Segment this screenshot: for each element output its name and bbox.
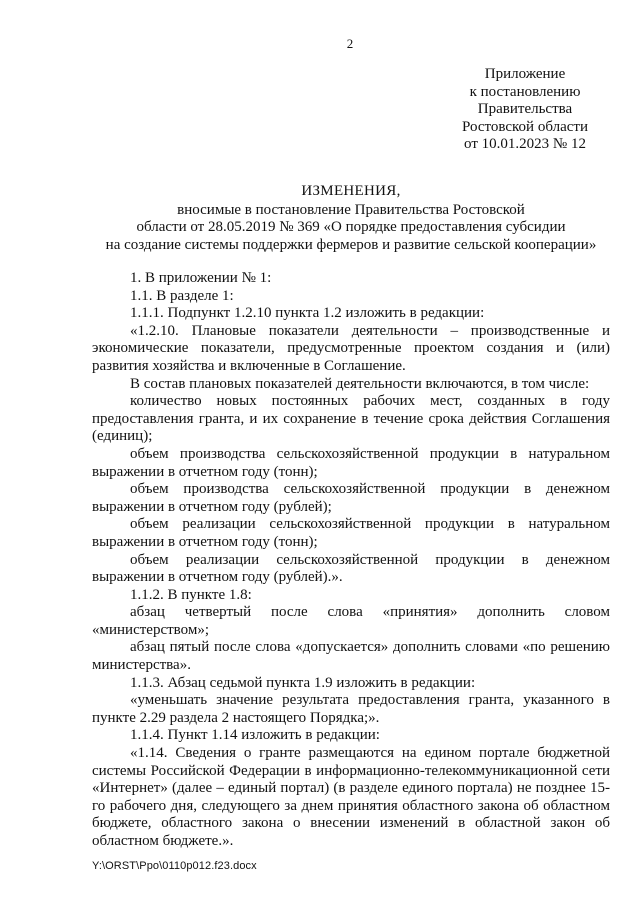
paragraph: 1.1.2. В пункте 1.8:	[130, 586, 252, 603]
paragraph: 1.1.4. Пункт 1.14 изложить в редакции:	[130, 727, 380, 744]
appendix-line: Ростовской области	[462, 118, 588, 135]
document-body	[92, 270, 610, 851]
appendix-line: Правительства	[477, 101, 573, 117]
title-line: на создание системы поддержки фермеров и развитие сельской кооперации»	[105, 236, 597, 253]
paragraph: объем производства сельскохозяйственной продукции в денежном выражении в отчетном году (рублей);	[92, 481, 610, 515]
appendix-block	[430, 66, 620, 154]
file-path-footer: Y:\ORST\Ppo\0110p012.f23.docx	[92, 860, 257, 872]
page-number: 2	[346, 36, 354, 51]
title-line: вносимые в постановление Правительства Ростовской	[177, 201, 525, 218]
paragraph: «уменьшать значение результата предоставления гранта, указанного в пункте 2.29 раздела 2 настоящего Порядка;».	[92, 692, 610, 726]
paragraph: В состав плановых показателей деятельности включаются, в том числе:	[130, 375, 590, 392]
paragraph: «1.14. Сведения о гранте размещаются на едином портале бюджетной системы Российской Федерации в информационно-телекоммуникационной сети «Интернет» (далее – единый портал) (в разделе единого портала) не позднее 15-го рабочего дня, следующего за днем принятия областного закона об областном бюджете, областного закона о внесении изменений в областной закон об областном бюджете.».	[92, 745, 610, 849]
title-heading: ИЗМЕНЕНИЯ,	[301, 183, 401, 199]
paragraph: объем производства сельскохозяйственной продукции в натуральном выражении в отчетном году (тонн);	[92, 445, 610, 480]
title-line: области от 28.05.2019 № 369 «О порядке предоставления субсидии	[136, 219, 566, 235]
paragraph: объем реализации сельскохозяйственной продукции в натуральном выражении в отчетном году (тонн);	[92, 516, 610, 550]
paragraph: объем реализации сельскохозяйственной продукции в денежном выражении в отчетном году (рублей).».	[92, 551, 610, 586]
paragraph: 1.1.3. Абзац седьмой пункта 1.9 изложить в редакции:	[130, 674, 476, 691]
appendix-line: Приложение	[484, 66, 566, 82]
paragraph: 1.1.1. Подпункт 1.2.10 пункта 1.2 изложить в редакции:	[130, 305, 485, 322]
appendix-line: к постановлению	[469, 83, 581, 100]
document-title	[92, 183, 610, 254]
appendix-line: от 10.01.2023 № 12	[464, 136, 586, 152]
paragraph: абзац пятый после слова «допускается» дополнить словами «по решению министерства».	[92, 639, 610, 674]
paragraph: 1.1. В разделе 1:	[130, 287, 234, 304]
paragraph: абзац четвертый после слова «принятия» дополнить словом «министерством»;	[92, 604, 610, 638]
paragraph: «1.2.10. Плановые показатели деятельности – производственные и экономические показатели, предусмотренные проектом создания и (или) развития хозяйства и включенные в Соглашение.	[92, 322, 610, 374]
paragraph: 1. В приложении № 1:	[130, 270, 272, 286]
paragraph: количество новых постоянных рабочих мест, созданных в году предоставления гранта, и их сохранение в течение срока действия Соглашения (единиц);	[92, 393, 610, 445]
